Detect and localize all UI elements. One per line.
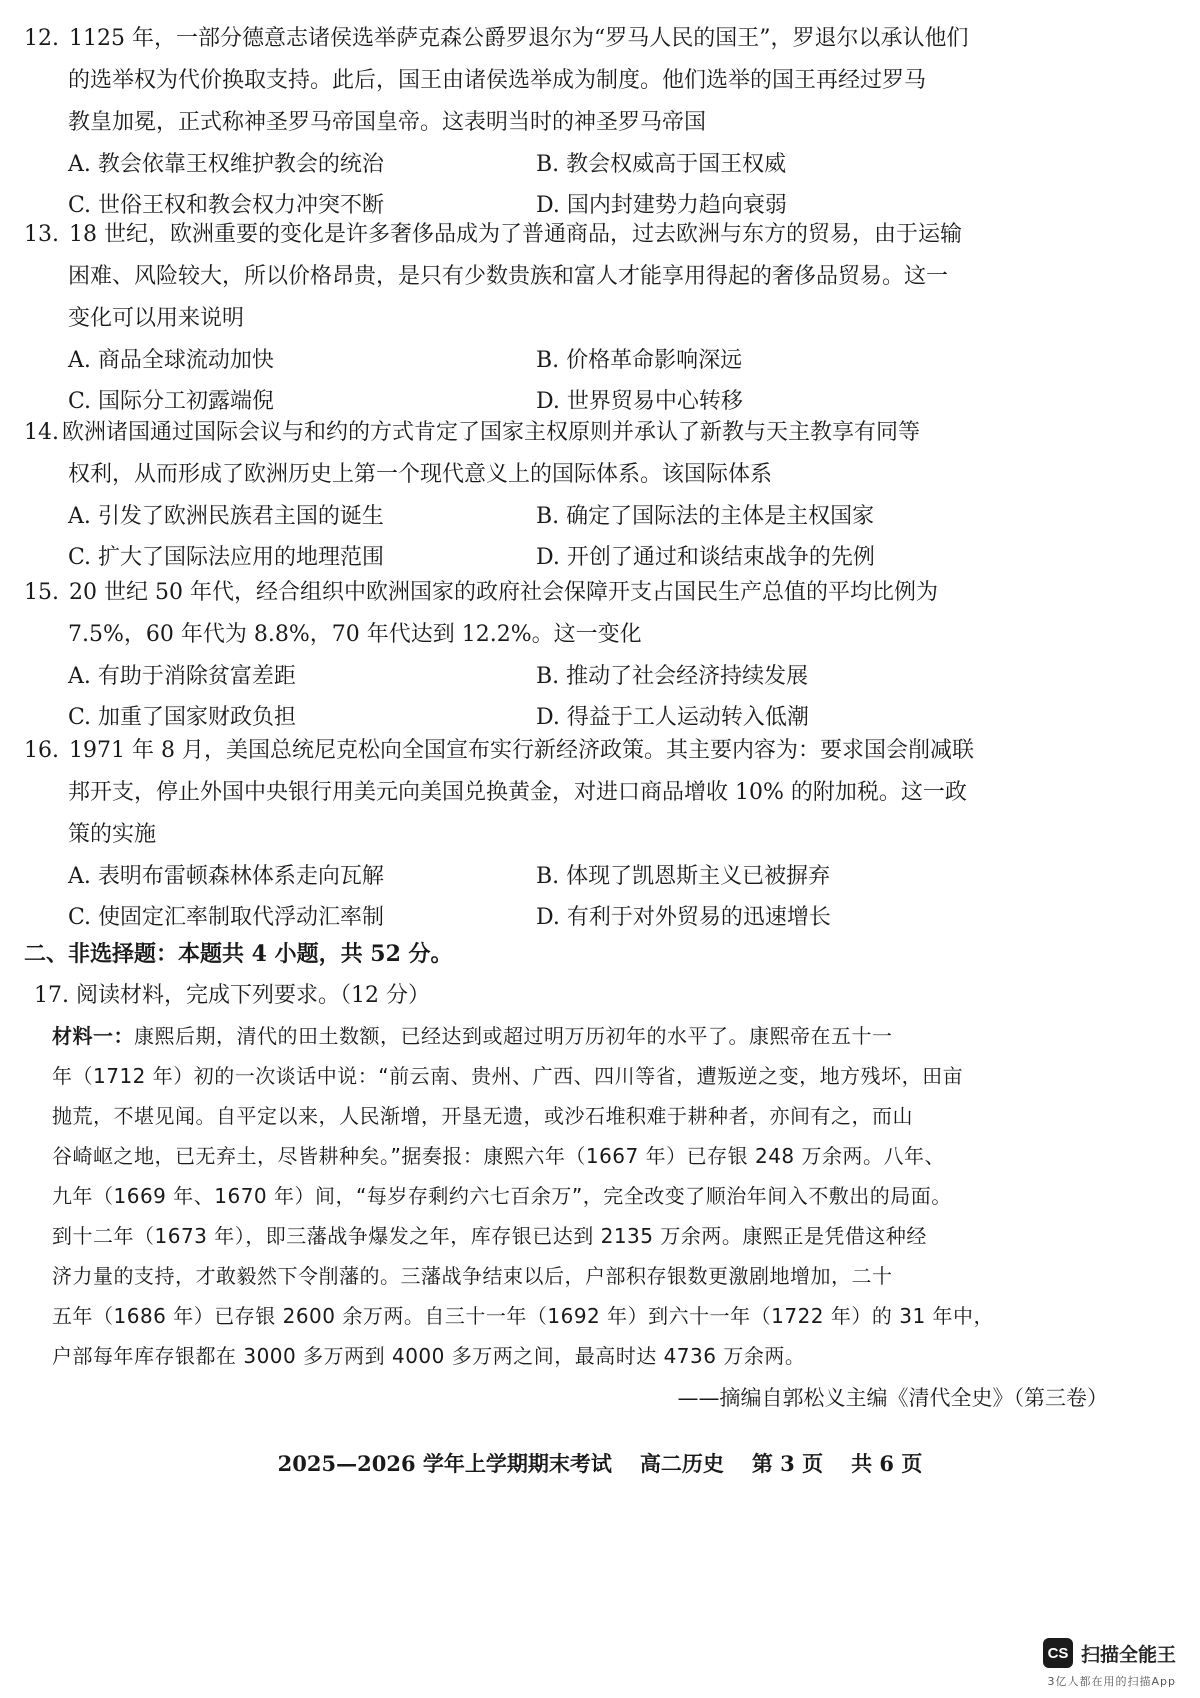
question-stem bbox=[24, 730, 1084, 856]
material-one bbox=[52, 1016, 1072, 1376]
question-number: 16. bbox=[24, 738, 59, 763]
option-b: B. 体现了凯恩斯主义已被摒弃 bbox=[536, 864, 831, 889]
question-number: 13. bbox=[24, 222, 59, 247]
question-12 bbox=[24, 18, 1084, 226]
stem-line: 困难、风险较大，所以价格昂贵，是只有少数贵族和富人才能享用得起的奢侈品贸易。这一 bbox=[68, 264, 949, 289]
option-a: A. 教会依靠王权维护教会的统治 bbox=[68, 152, 384, 177]
question-number: 14. bbox=[24, 420, 59, 445]
option-d: D. 得益于工人运动转入低潮 bbox=[536, 705, 809, 730]
option-d: D. 开创了通过和谈结束战争的先例 bbox=[536, 545, 875, 570]
options bbox=[68, 340, 1084, 422]
option-a: A. 商品全球流动加快 bbox=[68, 348, 274, 373]
option-a: A. 引发了欧洲民族君主国的诞生 bbox=[68, 504, 384, 529]
option-d: D. 有利于对外贸易的迅速增长 bbox=[536, 905, 831, 930]
page-footer bbox=[0, 1444, 1200, 1484]
question-stem bbox=[24, 412, 1084, 496]
material-line: 谷崎岖之地，已无弃土，尽皆耕种矣。”据奏报：康熙六年（1667 年）已存银 248 万余两。八年、 bbox=[52, 1144, 946, 1168]
option-a: A. 有助于消除贫富差距 bbox=[68, 664, 296, 689]
option-b: B. 价格革命影响深远 bbox=[536, 348, 743, 373]
footer-total: 共 6 页 bbox=[851, 1451, 923, 1476]
stem-line: 18 世纪，欧洲重要的变化是许多奢侈品成为了普通商品，过去欧洲与东方的贸易，由于运输 bbox=[69, 222, 962, 247]
material-line: 抛荒，不堪见闻。自平定以来，人民渐增，开垦无遗，或沙石堆积难于耕种者，亦间有之，而山 bbox=[52, 1104, 913, 1128]
option-b: B. 确定了国际法的主体是主权国家 bbox=[536, 504, 875, 529]
option-c: C. 使固定汇率制取代浮动汇率制 bbox=[68, 905, 385, 930]
material-line: 到十二年（1673 年），即三藩战争爆发之年，库存银已达到 2135 万余两。康熙正是凭借这种经 bbox=[52, 1224, 927, 1248]
stem-line: 1971 年 8 月，美国总统尼克松向全国宣布实行新经济政策。其主要内容为：要求国会削减联 bbox=[69, 738, 974, 763]
stem-line: 7.5%，60 年代为 8.8%，70 年代达到 12.2%。这一变化 bbox=[68, 622, 642, 647]
material-line: 五年（1686 年）已存银 2600 余万两。自三十一年（1692 年）到六十一年（1722 年）的 31 年中， bbox=[52, 1304, 995, 1328]
camscanner-app-name: 扫描全能王 bbox=[1080, 1643, 1176, 1666]
footer-subject: 高二历史 bbox=[639, 1451, 724, 1476]
question-16 bbox=[24, 730, 1084, 938]
question-stem bbox=[24, 572, 1084, 656]
option-c: C. 加重了国家财政负担 bbox=[68, 705, 297, 730]
material-source: ——摘编自郭松义主编《清代全史》（第三卷） bbox=[677, 1386, 1108, 1410]
material-line: 康熙后期，清代的田土数额，已经达到或超过明万历初年的水平了。康熙帝在五十一 bbox=[134, 1024, 893, 1048]
stem-line: 的选举权为代价换取支持。此后，国王由诸侯选举成为制度。他们选举的国王再经过罗马 bbox=[68, 68, 927, 93]
option-c: C. 国际分工初露端倪 bbox=[68, 389, 275, 414]
material-line: 户部每年库存银都在 3000 多万两到 4000 多万两之间，最高时达 4736 万余两。 bbox=[52, 1344, 806, 1368]
options bbox=[68, 496, 1084, 578]
question-15 bbox=[24, 572, 1084, 738]
stem-line: 策的实施 bbox=[68, 822, 157, 847]
option-d: D. 国内封建势力趋向衰弱 bbox=[536, 193, 787, 218]
footer-page: 第 3 页 bbox=[751, 1451, 824, 1476]
stem-line: 变化可以用来说明 bbox=[68, 306, 245, 331]
material-line: 九年（1669 年、1670 年）间，“每岁存剩约六七百余万”，完全改变了顺治年间入不敷出的局面。 bbox=[52, 1184, 952, 1208]
material-line: 济力量的支持，才敢毅然下令削藩的。三藩战争结束以后，户部积存银数更激剧地增加，二十 bbox=[52, 1264, 893, 1288]
camscanner-logo-icon: CS bbox=[1043, 1638, 1073, 1668]
question-stem bbox=[24, 214, 1084, 340]
option-c: C. 世俗王权和教会权力冲突不断 bbox=[68, 193, 385, 218]
material-line: 年（1712 年）初的一次谈话中说：“前云南、贵州、广西、四川等省，遭叛逆之变，地方残坏，田亩 bbox=[52, 1064, 964, 1088]
options bbox=[68, 656, 1084, 738]
option-a: A. 表明布雷顿森林体系走向瓦解 bbox=[68, 864, 384, 889]
material-label: 材料一： bbox=[52, 1024, 134, 1048]
stem-line: 20 世纪 50 年代，经合组织中欧洲国家的政府社会保障开支占国民生产总值的平均比例为 bbox=[69, 580, 938, 605]
question-14 bbox=[24, 412, 1084, 578]
options bbox=[68, 856, 1084, 938]
stem-line: 欧洲诸国通过国际会议与和约的方式肯定了国家主权原则并承认了新教与天主教享有同等 bbox=[62, 420, 921, 445]
camscanner-tagline: 3亿人都在用的扫描App bbox=[1047, 1675, 1176, 1688]
stem-line: 教皇加冕，正式称神圣罗马帝国皇帝。这表明当时的神圣罗马帝国 bbox=[68, 110, 707, 135]
question-number: 12. bbox=[24, 26, 59, 51]
question-17-prompt: 17. 阅读材料，完成下列要求。（12 分） bbox=[34, 983, 430, 1008]
camscanner-watermark bbox=[1043, 1638, 1176, 1668]
stem-line: 权利，从而形成了欧洲历史上第一个现代意义上的国际体系。该国际体系 bbox=[68, 462, 773, 487]
stem-line: 邦开支，停止外国中央银行用美元向美国兑换黄金，对进口商品增收 10% 的附加税。这一政 bbox=[68, 780, 967, 805]
footer-exam: 2025—2026 学年上学期期末考试 bbox=[277, 1451, 612, 1476]
option-c: C. 扩大了国际法应用的地理范围 bbox=[68, 545, 385, 570]
option-b: B. 推动了社会经济持续发展 bbox=[536, 664, 809, 689]
question-number: 15. bbox=[24, 580, 59, 605]
question-stem bbox=[24, 18, 1084, 144]
question-13 bbox=[24, 214, 1084, 422]
option-b: B. 教会权威高于国王权威 bbox=[536, 152, 787, 177]
stem-line: 1125 年，一部分德意志诸侯选举萨克森公爵罗退尔为“罗马人民的国王”，罗退尔以承认他们 bbox=[69, 26, 969, 51]
option-d: D. 世界贸易中心转移 bbox=[536, 389, 743, 414]
section-title: 二、非选择题：本题共 4 小题，共 52 分。 bbox=[24, 941, 453, 967]
